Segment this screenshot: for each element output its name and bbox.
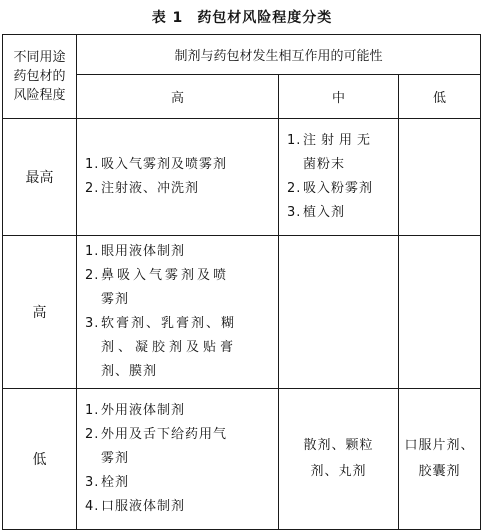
list-item-continued: 剂、膜剂 xyxy=(101,364,158,379)
list-item: 4. 口服液体制剂 xyxy=(85,499,186,514)
corner-line: 不同用途 xyxy=(13,50,66,65)
corner-header xyxy=(3,35,77,119)
risk-level-low: 低 xyxy=(3,389,77,530)
corner-line: 风险程度 xyxy=(13,88,66,103)
cell-highest-high xyxy=(77,119,279,236)
list-item: 2. 注射液、冲洗剂 xyxy=(85,181,200,196)
list-item: 1. 吸入气雾剂及喷雾剂 xyxy=(85,157,228,172)
table-row xyxy=(3,236,481,389)
list-item: 1. 注射用无 xyxy=(287,133,376,148)
cell-high-medium xyxy=(279,236,399,389)
list-item: 3. 栓剂 xyxy=(85,475,130,490)
list-item-continued: 雾剂 xyxy=(101,451,130,466)
list-item-continued: 菌粉末 xyxy=(303,157,346,172)
cell-line: 散剂、颗粒 xyxy=(303,438,374,453)
table-title: 药包材风险程度分类 xyxy=(197,10,333,26)
list-item-continued: 剂、凝胶剂及贴膏 xyxy=(101,340,238,355)
list-item: 3. 植入剂 xyxy=(287,205,346,220)
table-caption xyxy=(0,4,484,32)
cell-highest-medium xyxy=(279,119,399,236)
cell-high-high xyxy=(77,236,279,389)
risk-classification-table xyxy=(2,34,481,530)
cell-line: 剂、丸剂 xyxy=(310,464,367,479)
cell-high-low xyxy=(399,236,481,389)
header-medium: 中 xyxy=(279,75,399,119)
cell-low-low xyxy=(399,389,481,530)
risk-level-highest: 最高 xyxy=(3,119,77,236)
list-item: 3. 软膏剂、乳膏剂、糊 xyxy=(85,316,237,331)
cell-line: 口服片剂、 xyxy=(404,438,475,453)
corner-line: 药包材的 xyxy=(13,69,66,84)
list-item: 2. 鼻吸入气雾剂及喷 xyxy=(85,268,230,283)
list-item: 1. 外用液体制剂 xyxy=(85,403,186,418)
list-item: 2. 外用及舌下给药用气 xyxy=(85,427,228,442)
list-item: 1. 眼用液体制剂 xyxy=(85,244,186,259)
header-low: 低 xyxy=(399,75,481,119)
risk-level-high: 高 xyxy=(3,236,77,389)
cell-low-medium xyxy=(279,389,399,530)
table-row xyxy=(3,119,481,236)
cell-line: 胶囊剂 xyxy=(418,464,461,479)
cell-low-high xyxy=(77,389,279,530)
header-row-top xyxy=(3,35,481,75)
header-high: 高 xyxy=(77,75,279,119)
table-row xyxy=(3,389,481,530)
list-item-continued: 雾剂 xyxy=(101,292,130,307)
table-number: 表 1 xyxy=(151,10,184,26)
cell-highest-low xyxy=(399,119,481,236)
interaction-possibility-header: 制剂与药包材发生相互作用的可能性 xyxy=(77,35,481,75)
list-item: 2. 吸入粉雾剂 xyxy=(287,181,374,196)
